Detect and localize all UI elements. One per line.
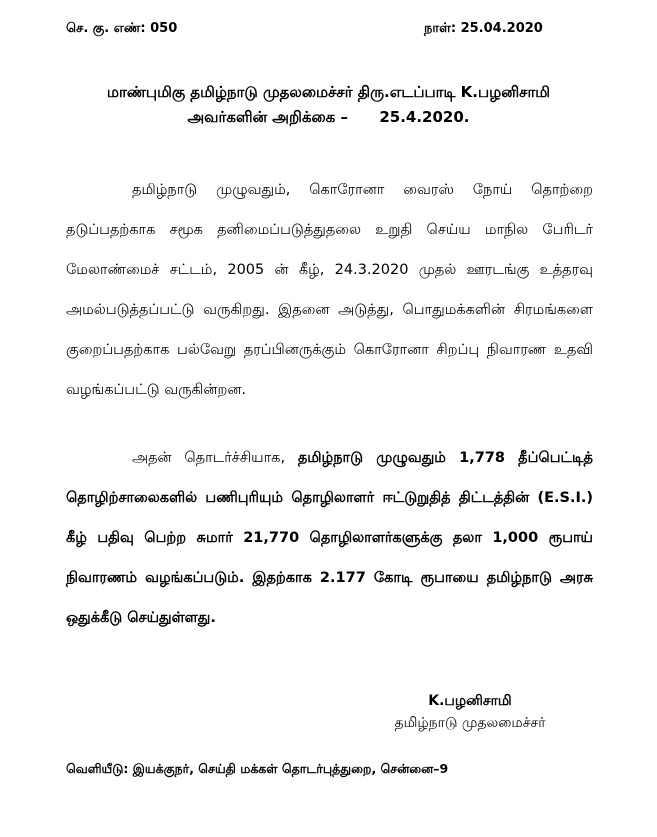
- title-line-2: அவர்களின் அறிக்கை – 25.4.2020.: [187, 108, 470, 126]
- document-title: [40, 80, 617, 130]
- title-line-1: மாண்புமிகு தமிழ்நாடு முதலமைச்சர் திரு.எடப்பாடி K.பழனிசாமி: [106, 83, 551, 101]
- paragraph-2: [66, 438, 593, 638]
- signatory-name: K.பழனிசாமி: [428, 693, 512, 709]
- release-date: நாள்: 25.04.2020: [424, 21, 543, 36]
- paragraph-2-lead: அதன் தொடர்ச்சியாக,: [132, 450, 298, 466]
- paragraph-1: தமிழ்நாடு முழுவதும், கொரோனா வைரஸ் நோய் தொற்றை தடுப்பதற்காக சமூக தனிமைப்படுத்துதலை உறுதி செய்ய மாநில பேரிடர் மேலாண்மைச் சட்டம், 2005 ன் கீழ், 24.3.2020 முதல் ஊரடங்கு உத்தரவு அமல்படுத்தப்பட்டு வருகிறது. இதனை அடுத்து, பொதுமக்களின் சிரமங்களை குறைப்பதற்காக பல்வேறு தரப்பினருக்கும் கொரோனா சிறப்பு நிவாரண உதவி வழங்கப்பட்டு வருகின்றன.: [66, 182, 593, 398]
- signature-block: [370, 690, 570, 734]
- release-footer: வெளியீடு: இயக்குநர், செய்தி மக்கள் தொடர்புத்துறை, சென்னை–9: [66, 761, 449, 776]
- signatory-role: தமிழ்நாடு முதலமைச்சர்: [394, 715, 546, 731]
- paragraph-2-emphasis: தமிழ்நாடு முழுவதும் 1,778 தீப்பெட்டித் தொழிற்சாலைகளில் பணிபுரியும் தொழிலாளர் ஈட்டுறுதித் திட்டத்தின் (E.S.I.) கீழ் பதிவு பெற்ற சுமார் 21,770 தொழிலாளர்களுக்கு தலா 1,000 ரூபாய் நிவாரணம் வழங்கப்படும். இதற்காக 2.177 கோடி ரூபாயை தமிழ்நாடு அரசு ஒதுக்கீடு செய்துள்ளது.: [66, 450, 594, 626]
- reference-number: செ. கு. எண்: 050: [66, 21, 178, 36]
